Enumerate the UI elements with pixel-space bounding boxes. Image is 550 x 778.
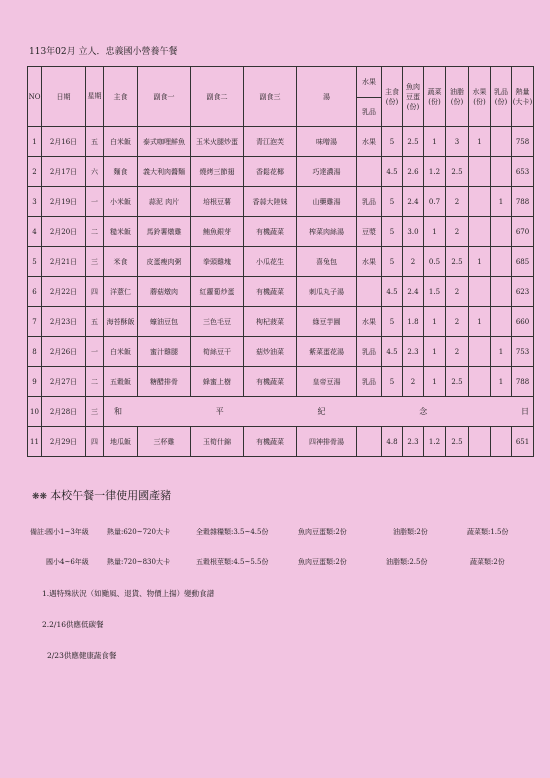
cell-date: 2月19日 bbox=[42, 187, 86, 217]
cell-soup: 四神排骨湯 bbox=[297, 427, 357, 457]
cell-side2: 拳頭雞塊 bbox=[191, 247, 244, 277]
cell-soup: 綠豆芋圓 bbox=[297, 307, 357, 337]
cell-weekday: 一 bbox=[86, 337, 104, 367]
cell-side1: 糖醋排骨 bbox=[138, 367, 191, 397]
header-side1: 副食一 bbox=[138, 67, 191, 127]
cell-weekday: 四 bbox=[86, 427, 104, 457]
cell-side2: 三色毛豆 bbox=[191, 307, 244, 337]
cell-staple: 小米飯 bbox=[104, 187, 138, 217]
cell-side1: 蠔油豆包 bbox=[138, 307, 191, 337]
cell-milk-portion bbox=[491, 277, 512, 307]
cell-fruit: 水果 bbox=[357, 247, 382, 277]
cell-calories: 788 bbox=[512, 187, 534, 217]
cell-grain: 5 bbox=[382, 187, 403, 217]
cell-protein: 2.3 bbox=[403, 337, 424, 367]
note-2: 2.2/16供應低碳餐 bbox=[42, 620, 104, 629]
cell-fat: 2.5 bbox=[446, 247, 469, 277]
cell-calories: 788 bbox=[512, 367, 534, 397]
fat-high: 油脂類:2.5份 bbox=[386, 558, 428, 566]
cell-side2: 蜂蜜上樹 bbox=[191, 367, 244, 397]
cell-veg: 1 bbox=[424, 337, 446, 367]
cell-veg: 1.2 bbox=[424, 157, 446, 187]
cell-milk-portion bbox=[491, 217, 512, 247]
header-milk-portion: 乳品(份) bbox=[491, 67, 512, 127]
cell-fat: 2 bbox=[446, 307, 469, 337]
cell-weekday: 五 bbox=[86, 127, 104, 157]
cell-no: 7 bbox=[28, 307, 42, 337]
calories-low: 熱量:620~720大卡 bbox=[107, 528, 170, 536]
table-row bbox=[28, 187, 534, 217]
page-title: 113年02月 立人．忠義國小營養午餐 bbox=[29, 47, 178, 57]
cell-fat: 2 bbox=[446, 187, 469, 217]
veg-low: 蔬菜類:1.5份 bbox=[467, 528, 509, 536]
cell-staple: 麵食 bbox=[104, 157, 138, 187]
cell-protein: 2.3 bbox=[403, 427, 424, 457]
cell-fruit bbox=[357, 157, 382, 187]
cell-side2: 筍絲豆干 bbox=[191, 337, 244, 367]
cell-soup: 味噌湯 bbox=[297, 127, 357, 157]
cell-fruit-portion bbox=[469, 187, 491, 217]
cell-veg: 1 bbox=[424, 127, 446, 157]
cell-fruit-portion: 1 bbox=[469, 307, 491, 337]
cell-no: 10 bbox=[28, 397, 42, 427]
cell-soup: 皇帝豆湯 bbox=[297, 367, 357, 397]
cell-staple: 五穀飯 bbox=[104, 367, 138, 397]
cell-fruit-portion: 1 bbox=[469, 247, 491, 277]
cell-no: 1 bbox=[28, 127, 42, 157]
notice-mark: ❋❋ bbox=[32, 492, 48, 502]
table-row-holiday bbox=[28, 397, 534, 427]
cell-fat: 2 bbox=[446, 217, 469, 247]
holiday-name bbox=[104, 397, 534, 427]
header-protein: 魚肉豆蛋(份) bbox=[403, 67, 424, 127]
header-veg: 蔬菜(份) bbox=[424, 67, 446, 127]
cell-side3: 枸杞菠菜 bbox=[244, 307, 297, 337]
cell-soup: 刺瓜丸子湯 bbox=[297, 277, 357, 307]
cell-side1: 三杯雞 bbox=[138, 427, 191, 457]
pork-notice bbox=[32, 487, 171, 503]
cell-side3: 香鬆花椰 bbox=[244, 157, 297, 187]
cell-weekday: 三 bbox=[86, 397, 104, 427]
cell-side3: 有機蔬菜 bbox=[244, 427, 297, 457]
table-row bbox=[28, 277, 534, 307]
grain-low: 全穀雜糧類:3.5~4.5份 bbox=[196, 528, 269, 536]
cell-veg: 1.5 bbox=[424, 277, 446, 307]
cell-protein: 2.6 bbox=[403, 157, 424, 187]
cell-date: 2月29日 bbox=[42, 427, 86, 457]
cell-staple: 海苔酥飯 bbox=[104, 307, 138, 337]
cell-fruit: 乳品 bbox=[357, 187, 382, 217]
cell-grain: 5 bbox=[382, 367, 403, 397]
cell-fruit: 水果 bbox=[357, 307, 382, 337]
header-date: 日期 bbox=[42, 67, 86, 127]
protein-high: 魚肉豆蛋類:2份 bbox=[298, 558, 347, 566]
cell-fruit-portion bbox=[469, 427, 491, 457]
cell-weekday: 二 bbox=[86, 217, 104, 247]
cell-soup: 喜兔包 bbox=[297, 247, 357, 277]
holiday-char: 和 bbox=[114, 407, 122, 416]
cell-veg: 1 bbox=[424, 367, 446, 397]
cell-milk-portion bbox=[491, 247, 512, 277]
cell-soup: 紫菜蛋花湯 bbox=[297, 337, 357, 367]
cell-fruit: 乳品 bbox=[357, 367, 382, 397]
table-row bbox=[28, 217, 534, 247]
header-grain: 主食(份) bbox=[382, 67, 403, 127]
cell-grain: 4.8 bbox=[382, 427, 403, 457]
cell-grain: 4.5 bbox=[382, 337, 403, 367]
cell-grain: 5 bbox=[382, 307, 403, 337]
cell-date: 2月27日 bbox=[42, 367, 86, 397]
cell-date: 2月21日 bbox=[42, 247, 86, 277]
cell-protein: 2.4 bbox=[403, 187, 424, 217]
cell-veg: 0.5 bbox=[424, 247, 446, 277]
cell-date: 2月17日 bbox=[42, 157, 86, 187]
cell-no: 2 bbox=[28, 157, 42, 187]
cell-grain: 5 bbox=[382, 247, 403, 277]
header-side2: 副食二 bbox=[191, 67, 244, 127]
cell-side2: 紅蘿蔔炒蛋 bbox=[191, 277, 244, 307]
cell-milk-portion: 1 bbox=[491, 367, 512, 397]
header-fruit-portion: 水果(份) bbox=[469, 67, 491, 127]
header-calories: 熱量(大卡) bbox=[512, 67, 534, 127]
cell-side1: 義大利肉醬麵 bbox=[138, 157, 191, 187]
cell-fruit-portion bbox=[469, 277, 491, 307]
cell-fruit-portion bbox=[469, 157, 491, 187]
header-side3: 副食三 bbox=[244, 67, 297, 127]
cell-protein: 2.5 bbox=[403, 127, 424, 157]
cell-grain: 4.5 bbox=[382, 277, 403, 307]
cell-fruit bbox=[357, 427, 382, 457]
cell-fruit: 水果 bbox=[357, 127, 382, 157]
cell-no: 8 bbox=[28, 337, 42, 367]
cell-side3: 香蒜大陸妹 bbox=[244, 187, 297, 217]
cell-side1: 馬鈴薯燉雞 bbox=[138, 217, 191, 247]
cell-protein: 1.8 bbox=[403, 307, 424, 337]
cell-no: 4 bbox=[28, 217, 42, 247]
cell-veg: 1 bbox=[424, 307, 446, 337]
cell-calories: 660 bbox=[512, 307, 534, 337]
cell-calories: 758 bbox=[512, 127, 534, 157]
cell-side2: 鮪魚銀芽 bbox=[191, 217, 244, 247]
header-no: NO bbox=[28, 67, 42, 127]
cell-soup: 榨菜肉絲湯 bbox=[297, 217, 357, 247]
cell-calories: 653 bbox=[512, 157, 534, 187]
cell-milk-portion bbox=[491, 127, 512, 157]
cell-weekday: 六 bbox=[86, 157, 104, 187]
note-3: 2/23供應健康蔬食餐 bbox=[47, 651, 117, 660]
cell-milk-portion bbox=[491, 427, 512, 457]
grade-low: 國小1~3年級 bbox=[46, 528, 89, 536]
cell-calories: 753 bbox=[512, 337, 534, 367]
cell-weekday: 二 bbox=[86, 367, 104, 397]
header-weekday: 星期 bbox=[86, 67, 104, 127]
cell-protein: 2 bbox=[403, 247, 424, 277]
cell-side1: 蘑菇燉肉 bbox=[138, 277, 191, 307]
cell-side3: 有機蔬菜 bbox=[244, 277, 297, 307]
cell-fat: 2.5 bbox=[446, 157, 469, 187]
cell-calories: 670 bbox=[512, 217, 534, 247]
table-row bbox=[28, 427, 534, 457]
table-row bbox=[28, 367, 534, 397]
cell-fruit-portion bbox=[469, 217, 491, 247]
cell-soup: 巧達濃湯 bbox=[297, 157, 357, 187]
cell-weekday: 五 bbox=[86, 307, 104, 337]
cell-weekday: 一 bbox=[86, 187, 104, 217]
grade-high: 國小4~6年級 bbox=[46, 558, 89, 566]
cell-fruit: 乳品 bbox=[357, 337, 382, 367]
cell-calories: 685 bbox=[512, 247, 534, 277]
cell-no: 11 bbox=[28, 427, 42, 457]
cell-side2: 培根豆薯 bbox=[191, 187, 244, 217]
holiday-char: 念 bbox=[419, 407, 428, 416]
cell-staple: 白米飯 bbox=[104, 127, 138, 157]
cell-veg: 1 bbox=[424, 217, 446, 247]
cell-fat: 2 bbox=[446, 277, 469, 307]
cell-no: 6 bbox=[28, 277, 42, 307]
cell-date: 2月26日 bbox=[42, 337, 86, 367]
cell-fruit bbox=[357, 277, 382, 307]
header-dairy: 乳品 bbox=[357, 98, 382, 127]
cell-grain: 4.5 bbox=[382, 157, 403, 187]
cell-protein: 2.4 bbox=[403, 277, 424, 307]
grain-high: 五穀根莖類:4.5~5.5份 bbox=[196, 558, 269, 566]
holiday-char: 紀 bbox=[317, 407, 326, 416]
holiday-char: 平 bbox=[215, 407, 224, 416]
calories-high: 熱量:720~830大卡 bbox=[107, 558, 170, 566]
cell-side3: 菇炒油菜 bbox=[244, 337, 297, 367]
header-row bbox=[28, 67, 534, 98]
cell-milk-portion bbox=[491, 307, 512, 337]
cell-date: 2月22日 bbox=[42, 277, 86, 307]
cell-side1: 蒜泥 肉片 bbox=[138, 187, 191, 217]
cell-side3: 有機蔬菜 bbox=[244, 367, 297, 397]
cell-fruit: 豆漿 bbox=[357, 217, 382, 247]
cell-calories: 651 bbox=[512, 427, 534, 457]
cell-staple: 米食 bbox=[104, 247, 138, 277]
cell-date: 2月23日 bbox=[42, 307, 86, 337]
cell-milk-portion bbox=[491, 157, 512, 187]
table-row bbox=[28, 247, 534, 277]
fat-low: 油脂類:2份 bbox=[393, 528, 428, 536]
cell-no: 9 bbox=[28, 367, 42, 397]
veg-high: 蔬菜類:2份 bbox=[470, 558, 505, 566]
holiday-char: 日 bbox=[521, 407, 529, 416]
cell-staple: 地瓜飯 bbox=[104, 427, 138, 457]
cell-milk-portion: 1 bbox=[491, 337, 512, 367]
cell-protein: 2 bbox=[403, 367, 424, 397]
cell-side3: 青江泡芙 bbox=[244, 127, 297, 157]
cell-grain: 5 bbox=[382, 127, 403, 157]
cell-date: 2月20日 bbox=[42, 217, 86, 247]
table-row bbox=[28, 127, 534, 157]
header-fat: 油脂(份) bbox=[446, 67, 469, 127]
note-1: 1.遇特殊狀況（如颱風、退貨、物價上揚）變動食譜 bbox=[42, 589, 215, 598]
cell-fruit-portion bbox=[469, 367, 491, 397]
cell-staple: 白米飯 bbox=[104, 337, 138, 367]
cell-side2: 玉筍什錦 bbox=[191, 427, 244, 457]
cell-weekday: 三 bbox=[86, 247, 104, 277]
cell-fat: 3 bbox=[446, 127, 469, 157]
cell-side1: 皮蛋瘦肉粥 bbox=[138, 247, 191, 277]
header-staple: 主食 bbox=[104, 67, 138, 127]
cell-no: 5 bbox=[28, 247, 42, 277]
cell-side1: 蜜汁雞腿 bbox=[138, 337, 191, 367]
cell-grain: 5 bbox=[382, 217, 403, 247]
protein-low: 魚肉豆蛋類:2份 bbox=[298, 528, 347, 536]
cell-fat: 2 bbox=[446, 337, 469, 367]
table-row bbox=[28, 337, 534, 367]
table-row bbox=[28, 157, 534, 187]
cell-date: 2月28日 bbox=[42, 397, 86, 427]
table-row bbox=[28, 307, 534, 337]
cell-no: 3 bbox=[28, 187, 42, 217]
cell-calories: 623 bbox=[512, 277, 534, 307]
cell-protein: 3.0 bbox=[403, 217, 424, 247]
cell-staple: 洋薏仁 bbox=[104, 277, 138, 307]
cell-side3: 小瓜花生 bbox=[244, 247, 297, 277]
cell-veg: 1.2 bbox=[424, 427, 446, 457]
cell-side2: 玉米火腿炒蛋 bbox=[191, 127, 244, 157]
cell-fat: 2.5 bbox=[446, 427, 469, 457]
header-fruit: 水果 bbox=[357, 67, 382, 98]
cell-fruit-portion: 1 bbox=[469, 127, 491, 157]
cell-fruit-portion bbox=[469, 337, 491, 367]
notice-text: 本校午餐一律使用國產豬 bbox=[50, 489, 172, 502]
cell-side3: 有機蔬菜 bbox=[244, 217, 297, 247]
cell-milk-portion: 1 bbox=[491, 187, 512, 217]
cell-veg: 0.7 bbox=[424, 187, 446, 217]
cell-side2: 燒烤三節翅 bbox=[191, 157, 244, 187]
standards-label: 備註: bbox=[30, 528, 47, 536]
header-soup: 湯 bbox=[297, 67, 357, 127]
cell-soup: 山藥雞湯 bbox=[297, 187, 357, 217]
cell-staple: 糙米飯 bbox=[104, 217, 138, 247]
menu-table bbox=[27, 66, 534, 457]
cell-date: 2月16日 bbox=[42, 127, 86, 157]
cell-side1: 泰式咖哩鮮魚 bbox=[138, 127, 191, 157]
cell-fat: 2.5 bbox=[446, 367, 469, 397]
cell-weekday: 四 bbox=[86, 277, 104, 307]
